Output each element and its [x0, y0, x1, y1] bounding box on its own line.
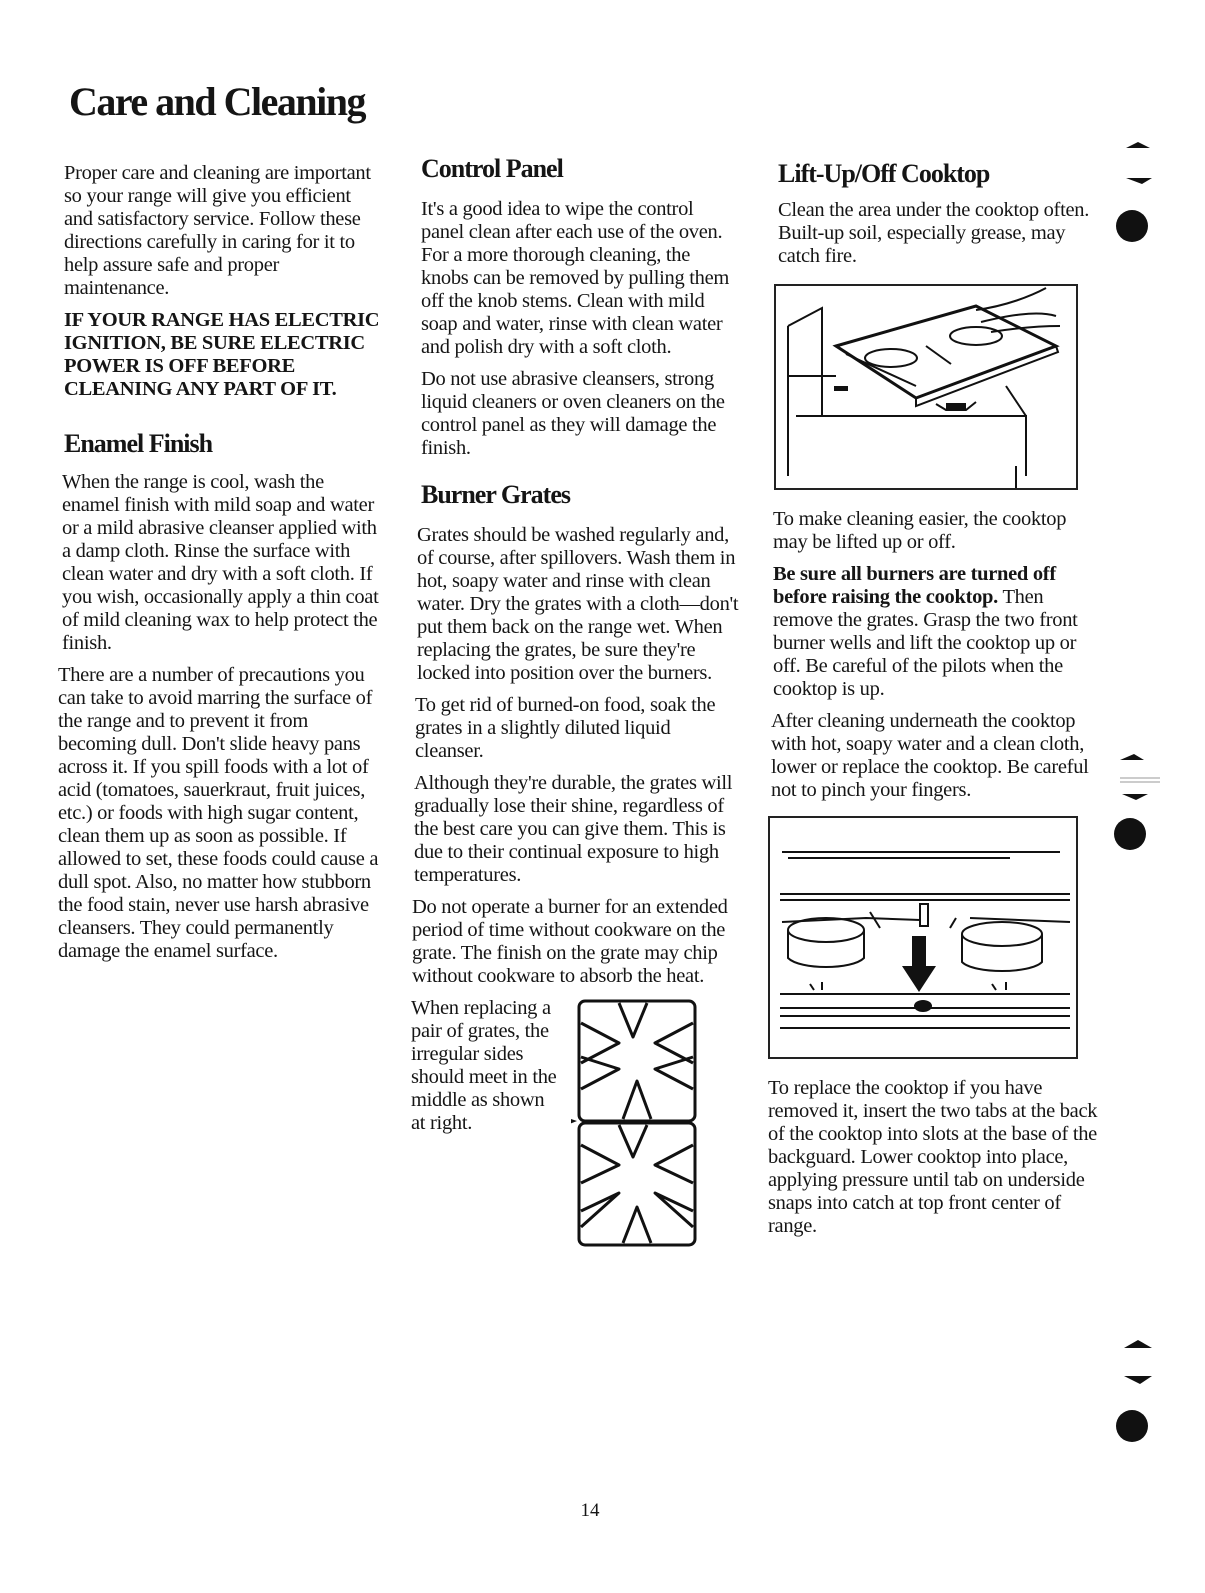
cooktop-paragraph-1: Clean the area under the cooktop often. Built-up soil, especially grease, may catch fire. — [778, 199, 1090, 267]
cooktop-replace-illustration — [768, 816, 1078, 1059]
enamel-finish-heading: Enamel Finish — [64, 429, 213, 458]
intro-paragraph: Proper care and cleaning are important so your range will give you efficient and satisfactory service. Follow these directions carefully in caring for it to help assure safe and proper maintenance. — [64, 162, 371, 299]
cooktop-paragraph-3-text: Then remove the grates. Grasp the two front burner wells and lift the cooktop up or off. Be careful of the pilots when the cooktop is up. — [773, 586, 1078, 700]
grates-paragraph-2: To get rid of burned-on food, soak the grates in a slightly diluted liquid cleanser. — [415, 694, 716, 762]
grates-paragraph-1: Grates should be washed regularly and, of course, after spillovers. Wash them in hot, soapy water and rinse with clean water. Dry the grates with a cloth—don't put them back on the range wet. When replacing the grates, be sure they're locked into position over the burners. — [417, 524, 739, 684]
grate-replacement-note — [411, 997, 739, 1252]
enamel-paragraph-1: When the range is cool, wash the enamel finish with mild soap and water or a mild abrasive cleanser applied with a damp cloth. Rinse the surface with clean water and dry with a soft cloth. If you wish, occasionally apply a thin coat of mild cleaning wax to help protect the finish. — [62, 471, 379, 654]
ignition-warning: IF YOUR RANGE HAS ELECTRIC IGNITION, BE SURE ELECTRIC POWER IS OFF BEFORE CLEANING ANY PART OF IT. — [64, 309, 380, 400]
column-left — [58, 162, 384, 972]
cooktop-lift-illustration — [774, 284, 1078, 490]
grates-pair-illustration — [571, 997, 711, 1252]
enamel-paragraph-2: There are a number of precautions you can take to avoid marring the surface of the range and to prevent it from becoming dull. Don't slide heavy pans across it. If you spill foods with a lot of acid (tomatoes, sauerkraut, fruit juices, etc.) or foods with high sugar content, clean them up as soon as possible. If allowed to set, these foods could cause a dull spot. Also, no matter how stubborn the food stain, never use harsh abrasive cleansers. They could permanently damage the enamel surface. — [58, 664, 379, 962]
cooktop-burner-warning: Be sure all burners are turned off before raising the cooktop. — [773, 563, 1056, 608]
page-title: Care and Cleaning — [69, 79, 366, 124]
page-number: 14 — [580, 1500, 600, 1521]
cooktop-paragraph-4: After cleaning underneath the cooktop with hot, soapy water and a clean cloth, lower or replace the cooktop. Be careful not to pinch your fingers. — [771, 710, 1089, 801]
grates-paragraph-5: When replacing a pair of grates, the irregular sides should meet in the middle as shown at right. — [411, 997, 557, 1134]
down-arrow-icon — [902, 936, 936, 992]
control-panel-heading: Control Panel — [421, 154, 563, 183]
cooktop-paragraph-2: To make cleaning easier, the cooktop may be lifted up or off. — [773, 508, 1067, 553]
burner-grates-heading: Burner Grates — [421, 480, 570, 509]
binder-holes-decoration — [1080, 130, 1160, 1480]
cooktop-paragraph-5: To replace the cooktop if you have removed it, insert the two tabs at the back of the cooktop into slots at the base of the backguard. Lower cooktop into place, applying pressure until tab on underside snaps into catch at top front center of range. — [768, 1077, 1098, 1237]
grates-paragraph-4: Do not operate a burner for an extended period of time without cookware on the grate. The finish on the grate may chip without cookware to absorb the heat. — [412, 896, 728, 987]
cooktop-paragraph-3 — [773, 563, 1098, 701]
control-panel-paragraph-2: Do not use abrasive cleansers, strong liquid cleaners or oven cleaners on the control panel as they will damage the finish. — [421, 368, 725, 459]
control-panel-paragraph-1: It's a good idea to wipe the control panel clean after each use of the oven. For a more thorough cleaning, the knobs can be removed by pulling them off the knob stems. Clean with mild soap and water, rinse with clean water and polish dry with a soft cloth. — [421, 198, 730, 358]
grates-paragraph-3: Although they're durable, the grates will gradually lose their shine, regardless of the best care you can give them. This is due to their continual exposure to high temperatures. — [414, 772, 733, 886]
cooktop-heading: Lift-Up/Off Cooktop — [778, 159, 990, 188]
column-middle — [411, 152, 739, 1252]
arrow-icon — [571, 1117, 577, 1125]
column-right — [768, 157, 1098, 1247]
